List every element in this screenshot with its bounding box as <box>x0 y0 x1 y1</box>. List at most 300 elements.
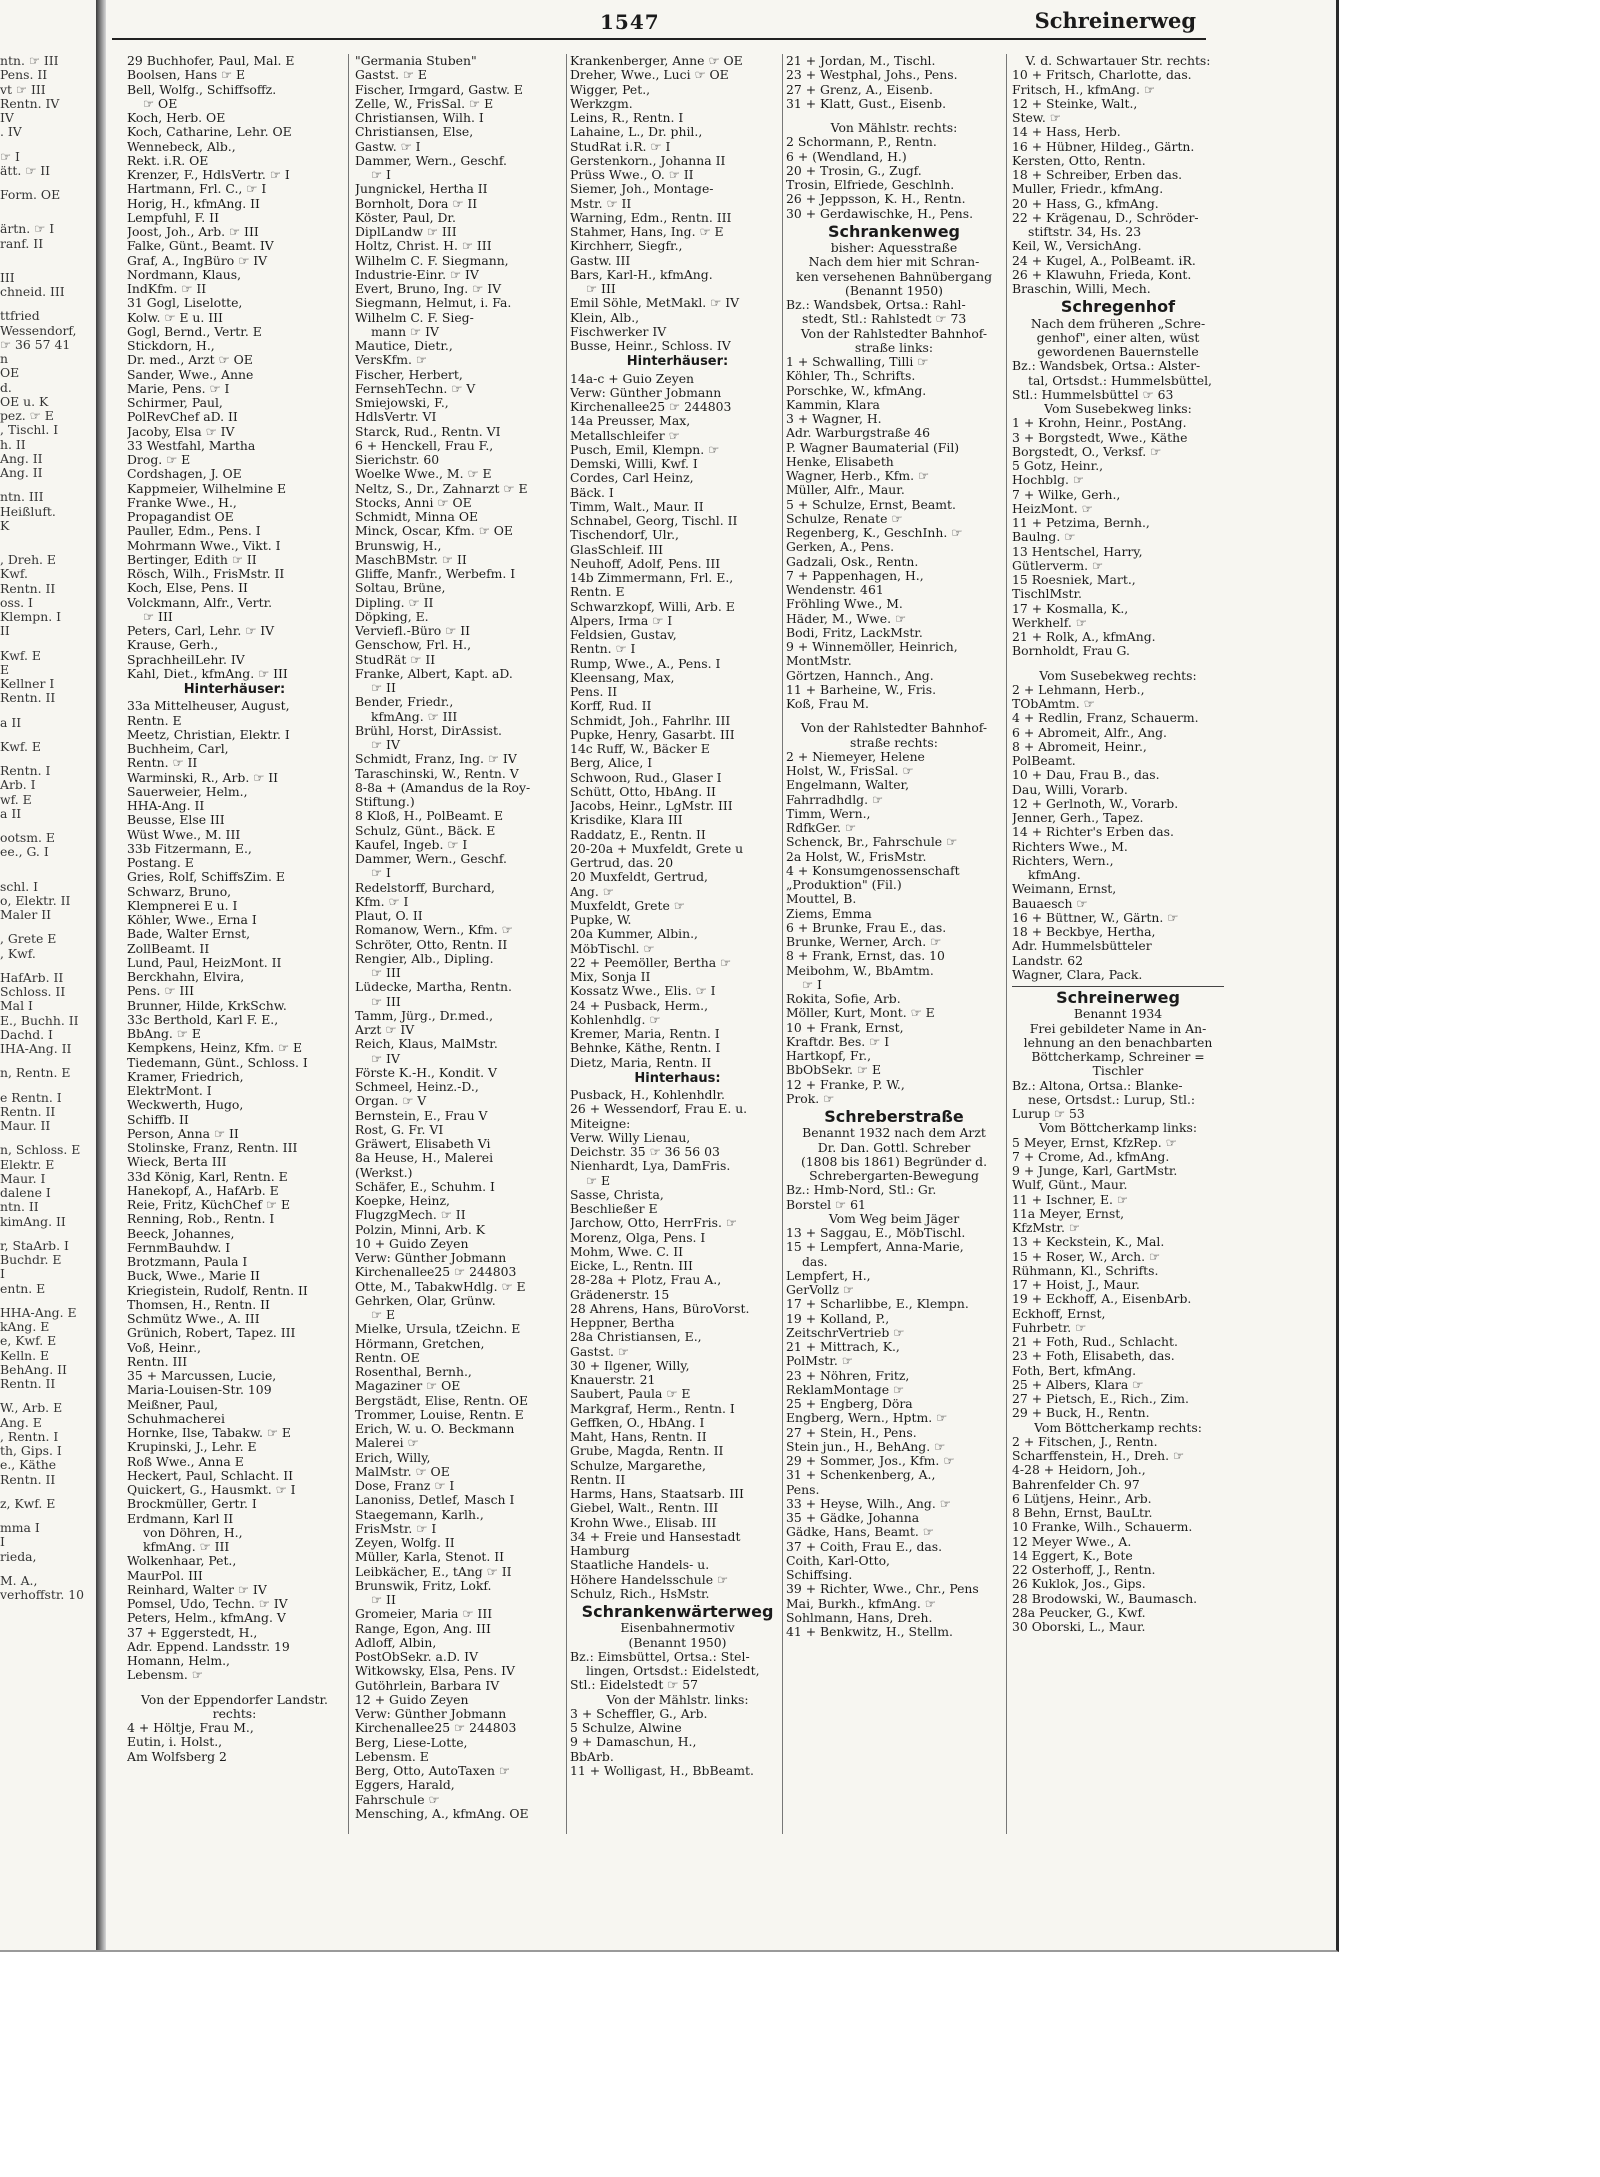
entry-line: 41 + Benkwitz, H., Stellm. <box>786 1625 953 1639</box>
street-note: (Benannt 1950) <box>845 283 943 298</box>
entry-line: stedt, Stl.: Rahlstedt ☞ 73 <box>802 312 967 327</box>
street-note: straße rechts: <box>850 735 938 750</box>
street-note: Von der Rahlstedter Bahnhof- <box>800 326 988 341</box>
entry-line: Schiffb. II <box>127 1112 189 1127</box>
entry-line: Mouttel, B. <box>786 892 857 907</box>
entry-line: 33b Fitzermann, E., <box>127 841 252 856</box>
section-heading: Hinterhäuser: <box>626 354 729 370</box>
entry-line: Hartmann, Frl. C., ☞ I <box>127 182 267 197</box>
spacer <box>0 870 92 880</box>
entry-line: Hartkopf, Fr., <box>786 1049 872 1063</box>
entry-line: 3 + Scheffler, G., Arb. <box>570 1706 708 1721</box>
entry-line: Bender, Friedr., <box>355 695 454 710</box>
entry-line: n, Rentn. E <box>0 1066 71 1081</box>
entry-line: Fischer, Irmgard, Gastw. E <box>355 82 523 97</box>
entry-line: Lahaine, L., Dr. phil., <box>570 125 703 140</box>
entry-line: Holtz, Christ. H. ☞ III <box>355 239 492 254</box>
entry-line: tal, Ortsdst.: Hummelsbüttel, <box>1028 373 1212 388</box>
entry-line: 21 + Foth, Rud., Schlacht. <box>1012 1335 1178 1349</box>
entry-line: 12 + Steinke, Walt., <box>1012 96 1138 111</box>
entry-line: Kaufel, Ingeb. ☞ I <box>355 837 468 852</box>
entry-line: Henke, Elisabeth <box>786 454 894 469</box>
entry-line: ☞ I <box>802 977 822 992</box>
entry-line: Organ. ☞ V <box>355 1094 427 1109</box>
entry-line: 35 + Marcussen, Lucie, <box>127 1369 277 1383</box>
entry-line: ReklamMontage ☞ <box>786 1382 905 1397</box>
entry-line: K <box>0 518 10 533</box>
entry-line: Boolsen, Hans ☞ E <box>127 68 246 83</box>
entry-line: 22 + Krägenau, D., Schröder- <box>1012 210 1199 225</box>
entry-line: 8 + Abromeit, Heinr., <box>1012 739 1147 754</box>
entry-line: Gries, Rolf, SchiffsZim. E <box>127 870 285 885</box>
entry-line: Rentn. II <box>570 1472 626 1487</box>
spacer <box>0 1564 92 1574</box>
entry-line: StudRat i.R. ☞ I <box>570 139 671 154</box>
spacer <box>0 860 92 870</box>
entry-line: Joost, Joh., Arb. ☞ III <box>127 225 259 239</box>
entry-line: Leibkächer, E., tAng ☞ II <box>355 1564 512 1579</box>
entry-line: HHA-Ang. II <box>127 799 205 813</box>
entry-line: Schütt, Otto, HbAng. II <box>570 784 716 799</box>
entry-line: e., Käthe <box>0 1458 57 1473</box>
spacer <box>0 1056 92 1066</box>
entry-line: ntn. II <box>0 1200 39 1215</box>
entry-line: Hanekopf, A., HafArb. E <box>127 1183 279 1198</box>
entry-line: Nienhardt, Lya, DamFris. <box>570 1159 731 1174</box>
entry-line: Rentn. E <box>127 713 182 728</box>
column-1 <box>127 54 342 1764</box>
entry-line: Christiansen, Else, <box>355 125 474 140</box>
entry-line: Kwf. E <box>0 648 41 663</box>
entry-line: Form. OE <box>0 188 61 202</box>
entry-line: Bäck. I <box>570 485 614 500</box>
entry-line: Gerken, A., Pens. <box>786 540 895 555</box>
street-note: straße links: <box>854 340 934 355</box>
entry-line: Gromeier, Maria ☞ III <box>355 1607 493 1622</box>
entry-line: 18 + Beckbye, Hertha, <box>1012 925 1156 939</box>
entry-line: Quickert, G., Hausmkt. ☞ I <box>127 1483 296 1497</box>
entry-line: Rentn. III <box>127 1354 188 1369</box>
entry-line: Lurup ☞ 53 <box>1012 1107 1085 1121</box>
street-note: (Benannt 1950) <box>628 1635 727 1650</box>
entry-line: 21 + Rolk, A., kfmAng. <box>1012 630 1156 644</box>
entry-line: Werkhelf. ☞ <box>1012 615 1087 630</box>
entry-line: von Döhren, H., <box>143 1525 243 1540</box>
entry-line: Morenz, Olga, Pens. I <box>570 1230 706 1245</box>
entry-line: Heckert, Paul, Schlacht. II <box>127 1468 294 1483</box>
entry-line: TischlMstr. <box>1012 587 1082 602</box>
entry-line: Gütlerverm. ☞ <box>1012 558 1104 573</box>
entry-line: Rekt. i.R. OE <box>127 153 209 168</box>
entry-line: Postang. E <box>127 856 194 870</box>
entry-line: Roß Wwe., Anna E <box>127 1454 244 1469</box>
entry-line: Adr. Hummelsbütteler <box>1012 939 1152 954</box>
entry-line: 12 Meyer Wwe., A. <box>1012 1534 1132 1549</box>
entry-line: Dammer, Wern., Geschf. <box>355 852 507 866</box>
entry-line: Gadzali, Osk., Rentn. <box>786 554 919 569</box>
entry-line: Baulng. ☞ <box>1012 530 1076 545</box>
entry-line: mann ☞ IV <box>371 324 439 339</box>
entry-line: 14 Eggert, K., Bote <box>1012 1548 1133 1563</box>
entry-line: 33a Mittelheuser, August, <box>127 699 290 714</box>
entry-line: Braschin, Willi, Mech. <box>1012 282 1151 296</box>
entry-line: 28 Ahrens, Hans, BüroVorst. <box>570 1301 750 1316</box>
entry-line: 8 Behn, Ernst, BauLtr. <box>1012 1506 1153 1520</box>
entry-line: SprachheilLehr. IV <box>127 652 245 667</box>
entry-line: Falke, Günt., Beamt. IV <box>127 239 274 254</box>
entry-line: 5 Meyer, Ernst, KfzRep. ☞ <box>1012 1135 1177 1150</box>
entry-line: 39 + Richter, Wwe., Chr., Pens <box>786 1582 979 1597</box>
entry-line: Kfm. ☞ I <box>355 894 409 909</box>
entry-line: Hörmann, Gretchen, <box>355 1336 485 1351</box>
entry-line: 20 Muxfeldt, Gertrud, <box>570 870 708 885</box>
entry-line: FernmBauhdw. I <box>127 1240 231 1255</box>
entry-line: MaurPol. III <box>127 1568 203 1583</box>
entry-line: Rentn. ☞ I <box>570 642 636 657</box>
entry-line: Stolinske, Franz, Rentn. III <box>127 1141 298 1155</box>
entry-line: Jacobs, Heinr., LgMstr. III <box>570 799 733 813</box>
entry-line: Pens. II <box>0 68 48 83</box>
entry-line: W., Arb. E <box>0 1401 63 1416</box>
entry-line: Wieck, Berta III <box>127 1155 227 1170</box>
street-heading: Schregenhof <box>1060 297 1176 317</box>
entry-line: Franke Wwe., H., <box>127 495 237 510</box>
entry-line: Geffken, O., HbAng. I <box>570 1415 705 1430</box>
entry-line: 23 + Westphal, Johs., Pens. <box>786 68 958 83</box>
entry-line: Rentn. II <box>0 1377 56 1391</box>
entry-line: Stickdorn, H., <box>127 339 215 353</box>
entry-line: II <box>0 624 10 639</box>
entry-line: 7 + Wilke, Gerh., <box>1012 487 1121 502</box>
entry-line: 8a Heuse, H., Malerei <box>355 1151 494 1166</box>
entry-line: Gädke, Hans, Beamt. ☞ <box>786 1525 934 1540</box>
entry-line: Bz.: Eimsbüttel, Ortsa.: Stel- <box>570 1649 750 1664</box>
street-heading: Schrankenwärterweg <box>581 1602 774 1621</box>
entry-line: RdfkGer. ☞ <box>786 821 857 835</box>
entry-line: Holst, W., FrisSal. ☞ <box>786 764 914 778</box>
entry-line: 29 Buchhofer, Paul, Mal. E <box>127 54 295 68</box>
entry-line: Porschke, W., kfmAng. <box>786 383 927 398</box>
entry-line: rieda, <box>0 1549 37 1564</box>
entry-line: ootsm. E <box>0 831 55 845</box>
entry-line: HeizMont. ☞ <box>1012 501 1093 516</box>
entry-line: 31 + Klatt, Gust., Eisenb. <box>786 96 947 111</box>
entry-line: ☞ III <box>143 609 173 624</box>
entry-line: Lebensm. ☞ <box>127 1668 203 1683</box>
entry-line: Berckhahn, Elvira, <box>127 970 245 984</box>
entry-line: Magaziner ☞ OE <box>355 1379 461 1394</box>
entry-line: MontMstr. <box>786 654 852 669</box>
entry-line: Brotzmann, Paula I <box>127 1255 248 1269</box>
entry-line: 33 + Heyse, Wilh., Ang. ☞ <box>786 1496 951 1511</box>
spacer <box>0 961 92 971</box>
street-note: Tischler <box>1092 1064 1144 1079</box>
entry-line: Wagner, Herb., Kfm. ☞ <box>786 469 930 483</box>
entry-line: Krenzer, F., HdlsVertr. ☞ I <box>127 168 290 182</box>
entry-line: Kirchenallee25 ☞ 244803 <box>355 1721 517 1736</box>
entry-line: a II <box>0 806 22 821</box>
street-note: rechts: <box>212 1706 257 1721</box>
entry-line: 9 + Winnemöller, Heinrich, <box>786 640 958 654</box>
entry-line: 4-28 + Heidorn, Joh., <box>1012 1463 1146 1478</box>
entry-line: ☞ II <box>371 1593 396 1607</box>
entry-line: Evert, Bruno, Ing. ☞ IV <box>355 282 502 296</box>
column-divider <box>782 54 783 1834</box>
entry-line: kAng. E <box>0 1320 50 1334</box>
street-note: Vom Susebekweg links: <box>1044 402 1192 416</box>
entry-line: Harms, Hans, Staatsarb. III <box>570 1487 744 1501</box>
spacer <box>0 1133 92 1143</box>
entry-line: Stocks, Anni ☞ OE <box>355 495 472 510</box>
entry-line: 16 + Hübner, Hildeg., Gärtn. <box>1012 139 1195 154</box>
entry-line: 33c Berthold, Karl F. E., <box>127 1012 279 1027</box>
entry-line: Kolw. ☞ E u. III <box>127 310 223 325</box>
entry-line: Kremer, Maria, Rentn. I <box>570 1027 720 1041</box>
entry-line: ttfried <box>0 309 40 324</box>
entry-line: Rengier, Alb., Dipling. <box>355 951 494 966</box>
entry-line: Warminski, R., Arb. ☞ II <box>127 770 279 785</box>
entry-line: ee., G. I <box>0 845 49 860</box>
entry-line: Kwf. <box>0 567 28 582</box>
entry-line: GerVollz ☞ <box>786 1283 854 1297</box>
entry-line: Richters Wwe., M. <box>1012 839 1128 854</box>
street-note: genhof", einer alten, wüst <box>1036 330 1200 345</box>
entry-line: 14c Ruff, W., Bäcker E <box>570 742 710 756</box>
entry-line: . IV <box>0 125 22 140</box>
entry-line: Kirchenallee25 ☞ 244803 <box>355 1265 517 1280</box>
entry-line: Müller, Alfr., Maur. <box>786 483 905 498</box>
entry-line: 19 + Kolland, P., <box>786 1311 890 1326</box>
entry-line: Engelmann, Walter, <box>786 778 910 793</box>
entry-line: Leins, R., Rentn. I <box>570 111 684 125</box>
entry-line: Beschließer E <box>570 1202 658 1216</box>
entry-line: Ang. E <box>0 1415 42 1430</box>
entry-line: Buchheim, Carl, <box>127 742 229 756</box>
entry-line: kfmAng. ☞ III <box>143 1540 230 1554</box>
entry-line: Verw: Günther Jobmann <box>355 1707 507 1721</box>
entry-line: Wilhelm C. F. Siegmann, <box>355 253 509 268</box>
entry-line: Eicke, L., Rentn. III <box>570 1259 693 1273</box>
entry-line: Mal I <box>0 999 33 1014</box>
entry-line: 33d König, Karl, Rentn. E <box>127 1169 288 1184</box>
entry-line: Fuhrbetr. ☞ <box>1012 1320 1087 1335</box>
entry-line: Franke, Albert, Kapt. aD. <box>355 666 513 681</box>
entry-line: 6 + Brunke, Frau E., das. <box>786 920 947 935</box>
spacer <box>0 480 92 490</box>
entry-line: 16 + Büttner, W., Gärtn. ☞ <box>1012 910 1179 925</box>
entry-line: Pens. <box>786 1482 820 1497</box>
entry-line: Klempn. I <box>0 610 61 624</box>
spacer <box>0 299 92 309</box>
entry-line: E., Buchh. II <box>0 1013 79 1028</box>
entry-line: 31 Gogl, Liselotte, <box>127 296 243 311</box>
entry-line: n <box>0 352 8 366</box>
entry-line: Coith, Karl-Otto, <box>786 1553 890 1568</box>
entry-line: 5 + Schulze, Ernst, Beamt. <box>786 497 956 512</box>
entry-line: Dietz, Maria, Rentn. II <box>570 1055 712 1070</box>
street-heading: Schrankenweg <box>827 221 960 241</box>
entry-line: Möller, Kurt, Mont. ☞ E <box>786 1006 935 1021</box>
entry-line: , Kwf. <box>0 946 36 961</box>
entry-line: FrisMstr. ☞ I <box>355 1521 437 1536</box>
entry-line: Wagner, Clara, Pack. <box>1012 967 1143 982</box>
entry-line: Borstel ☞ 61 <box>786 1197 866 1212</box>
entry-line: chneid. III <box>0 285 65 299</box>
street-note: Von der Mählstr. links: <box>606 1692 749 1707</box>
entry-line: Arb. I <box>0 778 36 793</box>
entry-line: Hochblg. ☞ <box>1012 473 1084 488</box>
entry-line: 35 + Gädke, Johanna <box>786 1511 920 1525</box>
entry-line: wf. E <box>0 792 32 807</box>
entry-line: Borgstedt, O., Verksf. ☞ <box>1012 444 1162 459</box>
entry-line: Beusse, Else III <box>127 813 225 828</box>
entry-line: Minck, Oscar, Kfm. ☞ OE <box>355 524 513 539</box>
entry-line: 7 + Pappenhagen, H., <box>786 568 924 583</box>
entry-line: Christiansen, Wilh. I <box>355 111 484 125</box>
entry-line: 10 + Frank, Ernst, <box>786 1020 904 1035</box>
entry-line: Muller, Friedr., kfmAng. <box>1012 182 1164 197</box>
entry-line: ZeitschrVertrieb ☞ <box>786 1325 905 1340</box>
entry-line: 10 + Dau, Frau B., das. <box>1012 768 1160 783</box>
entry-line: Raddatz, E., Rentn. II <box>570 827 706 842</box>
entry-line: Homann, Helm., <box>127 1654 230 1668</box>
entry-line: Wendenstr. 461 <box>786 583 884 597</box>
spacer <box>0 202 92 212</box>
entry-line: 17 + Scharlibbe, E., Klempn. <box>786 1297 969 1312</box>
entry-line: 37 + Coith, Frau E., das. <box>786 1539 943 1554</box>
entry-line: Cordshagen, J. OE <box>127 467 242 482</box>
entry-line: Sauerweier, Helm., <box>127 784 248 799</box>
entry-line: Jacoby, Elsa ☞ IV <box>127 424 235 439</box>
entry-line: Rosenthal, Bernh., <box>355 1365 472 1379</box>
entry-line: Schenck, Br., Fahrschule ☞ <box>786 835 958 850</box>
street-note: Eisenbahnermotiv <box>620 1621 735 1636</box>
entry-line: Stew. ☞ <box>1012 111 1061 125</box>
entry-line: mma I <box>0 1521 40 1535</box>
entry-line: 33 Westfahl, Martha <box>127 438 256 453</box>
entry-line: Gastst. ☞ E <box>355 68 427 83</box>
entry-line: Pupke, W. <box>570 913 632 927</box>
entry-line: BbAng. ☞ E <box>127 1027 201 1041</box>
entry-line: Gliffe, Manfr., Werbefm. I <box>355 567 516 581</box>
entry-line: Pupke, Henry, Gasarbt. III <box>570 727 735 742</box>
entry-line: Wolkenhaar, Pet., <box>127 1554 237 1569</box>
entry-line: Müller, Karla, Stenot. II <box>355 1550 505 1565</box>
street-note: Von der Eppendorfer Landstr. <box>141 1692 328 1707</box>
entry-line: Buck, Wwe., Marie II <box>127 1269 260 1284</box>
entry-line: o, Elektr. II <box>0 893 71 908</box>
entry-line: Stein jun., H., BehAng. ☞ <box>786 1439 946 1454</box>
entry-line: 10 + Fritsch, Charlotte, das. <box>1012 68 1192 83</box>
entry-line: 10 + Guido Zeyen <box>355 1236 469 1251</box>
entry-line: Busse, Heinr., Schloss. IV <box>570 339 731 353</box>
entry-line: Ang. ☞ <box>570 884 614 899</box>
entry-line: n, Schloss. E <box>0 1143 81 1158</box>
entry-line: Smiejowski, F., <box>355 396 449 410</box>
entry-line: ☞ IV <box>371 1051 400 1066</box>
entry-line: Neltz, S., Dr., Zahnarzt ☞ E <box>355 481 528 496</box>
entry-line: Krisdike, Klara III <box>570 813 683 828</box>
entry-line: Schuhmacherei <box>127 1411 225 1426</box>
entry-line: 11 + Ischner, E. ☞ <box>1012 1192 1128 1207</box>
entry-line: Kwf. E <box>0 739 41 754</box>
spacer <box>0 1081 92 1091</box>
entry-line: lingen, Ortsdst.: Eidelstedt, <box>586 1664 760 1678</box>
entry-line: Werkzgm. <box>570 96 633 111</box>
entry-line: Weimann, Ernst, <box>1012 882 1117 897</box>
entry-line: Förste K.-H., Kondit. V <box>355 1065 497 1080</box>
header-rule <box>112 38 1206 40</box>
entry-line: Maler II <box>0 908 52 922</box>
entry-line: Wigger, Pet., <box>570 82 651 97</box>
entry-line: Häder, M., Wwe. ☞ <box>786 611 907 626</box>
street-note: Von Mählstr. rechts: <box>830 121 958 135</box>
entry-line: 21 + Jordan, M., Tischl. <box>786 54 936 68</box>
entry-line: 13 + Saggau, E., MöbTischl. <box>786 1226 966 1240</box>
entry-line: oss. I <box>0 595 33 610</box>
entry-line: Kellner I <box>0 677 55 691</box>
entry-line: Fröhling Wwe., M. <box>786 597 903 612</box>
entry-line: 10 Franke, Wilh., Schauerm. <box>1012 1520 1193 1535</box>
entry-line: Maur. II <box>0 1119 51 1133</box>
entry-line: 28a Christiansen, E., <box>570 1330 702 1345</box>
entry-line: Am Wolfsberg 2 <box>127 1749 227 1764</box>
entry-line: Fritsch, H., kfmAng. ☞ <box>1012 82 1155 97</box>
entry-line: „Produktion" (Fil.) <box>786 878 902 892</box>
entry-line: Richters, Wern., <box>1012 853 1114 868</box>
spacer <box>0 212 92 222</box>
entry-line: Ziems, Emma <box>786 906 872 921</box>
street-note: V. d. Schwartauer Str. rechts: <box>1025 54 1211 68</box>
entry-line: , Rentn. I <box>0 1429 59 1444</box>
entry-line: Woelke Wwe., M. ☞ E <box>355 467 492 482</box>
entry-line: ärtn. ☞ I <box>0 222 55 237</box>
entry-line: Lüdecke, Martha, Rentn. <box>355 980 512 995</box>
entry-line: Fischer, Herbert, <box>355 367 463 382</box>
street-note: Schrebergarten-Bewegung <box>809 1169 979 1183</box>
entry-line: Hornke, Ilse, Tabakw. ☞ E <box>127 1426 291 1440</box>
entry-line: Romanow, Wern., Kfm. ☞ <box>355 923 513 938</box>
entry-line: Eutin, i. Holst., <box>127 1735 223 1750</box>
entry-line: Kelln. E <box>0 1348 50 1363</box>
section-heading: Hinterhäuser: <box>183 682 286 697</box>
entry-line: 3 + Wagner, H. <box>786 412 882 426</box>
entry-line: 1 + Schwalling, Tilli ☞ <box>786 355 929 369</box>
entry-line: Schiffsing. <box>786 1568 853 1582</box>
street-heading: Schreinerweg <box>1012 986 1224 1005</box>
entry-line: Gehrken, Olar, Grünw. <box>355 1293 496 1308</box>
entry-line: Staegemann, Karlh., <box>355 1507 484 1522</box>
entry-line: Schulz, Rich., HsMstr. <box>570 1586 710 1601</box>
entry-line: 11 + Petzima, Bernh., <box>1012 516 1150 530</box>
spacer <box>786 711 1002 721</box>
entry-line: Zelle, W., FrisSal. ☞ E <box>355 96 494 111</box>
entry-line: Bz.: Altona, Ortsa.: Blanke- <box>1012 1078 1183 1093</box>
entry-line: th, Gips. I <box>0 1444 62 1458</box>
entry-line: Mautice, Dietr., <box>355 339 453 353</box>
entry-line: 26 + Klawuhn, Frieda, Kont. <box>1012 267 1192 282</box>
entry-line: 18 + Schreiber, Erben das. <box>1012 168 1183 182</box>
entry-line: Redelstorff, Burchard, <box>355 880 495 895</box>
entry-line: Kriegistein, Rudolf, Rentn. II <box>127 1283 308 1298</box>
entry-line: Fahrschule ☞ <box>355 1792 440 1807</box>
entry-line: 21 + Mittrach, K., <box>786 1340 900 1354</box>
entry-line: Industrie-Einr. ☞ IV <box>355 267 479 282</box>
entry-line: Brühl, Horst, DirAssist. <box>355 723 502 738</box>
entry-line: 8 Kloß, H., PolBeamt. E <box>355 809 504 824</box>
entry-line: Brunner, Hilde, KrkSchw. <box>127 998 287 1013</box>
street-note: Von der Rahlstedter Bahnhof- <box>800 721 988 736</box>
